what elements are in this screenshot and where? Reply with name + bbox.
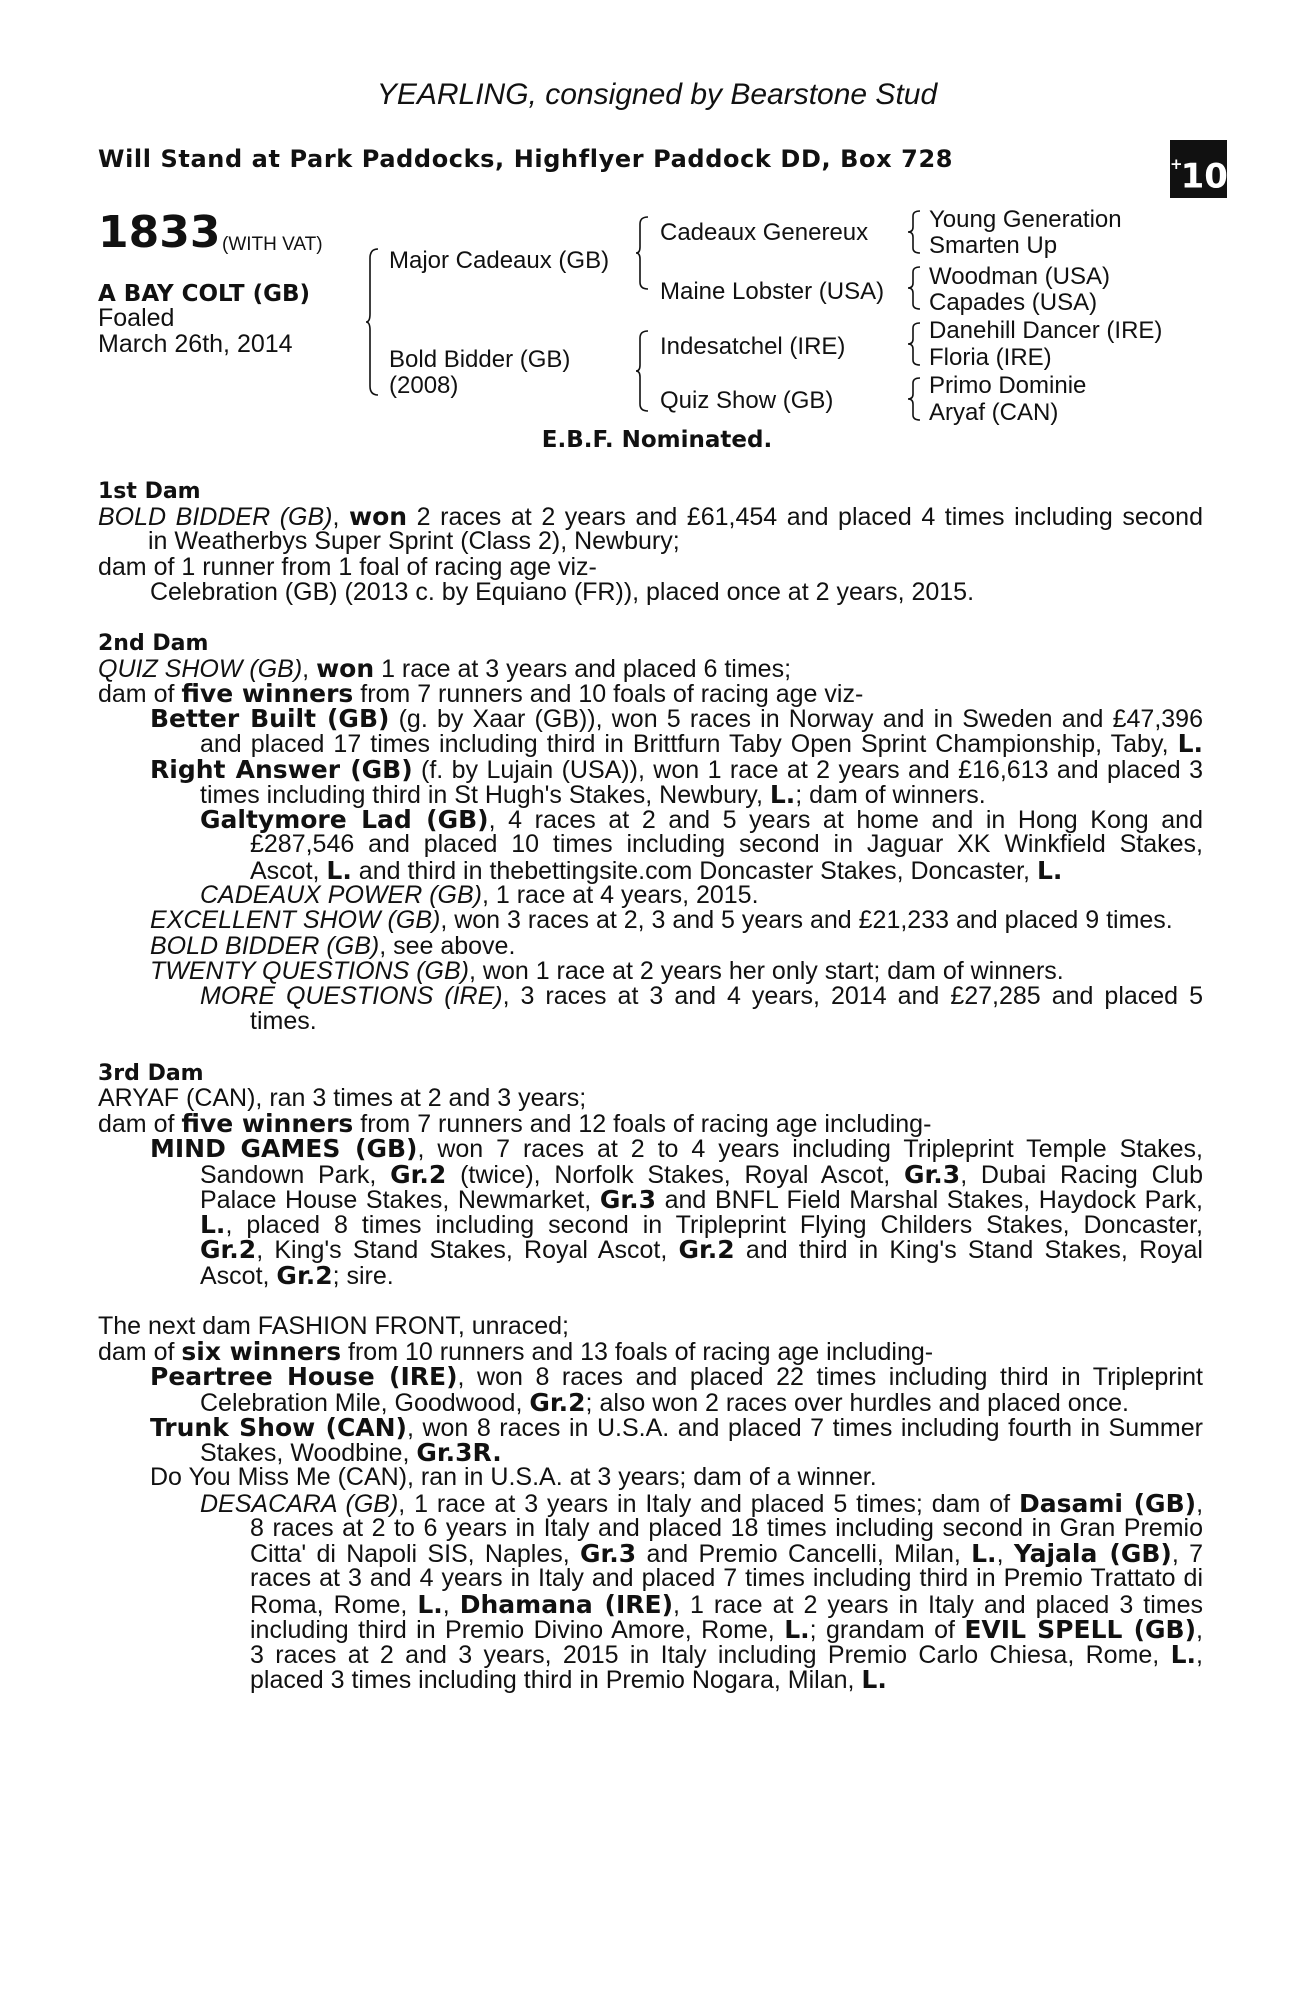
dam-year: (2008) [389,372,459,399]
sire-sire-dam: Smarten Up [929,232,1058,259]
dam4-line: Citta' di Napoli SIS, Naples, Gr.3 and Premio Cancelli, Milan, L., Yajala (GB), 7 [250,1539,1204,1568]
pedigree-brace [636,216,650,290]
dam-sire-sire: Danehill Dancer (IRE) [929,317,1163,344]
dam2-line: £287,546 and placed 10 times including second in Jaguar XK Winkfield Stakes, [250,830,1203,858]
ebf-nominated: E.B.F. Nominated. [541,427,773,453]
sire: Major Cadeaux (GB) [389,247,610,274]
dam4-line: 3 races at 2 and 3 years, 2015 in Italy including Premio Carlo Chiesa, Rome, L., [250,1640,1203,1669]
dam2-line: Better Built (GB) (g. by Xaar (GB)), won 5 races in Norway and in Sweden and £47,396 [150,704,1203,733]
sire-dam: Maine Lobster (USA) [660,278,885,305]
pedigree-brace [908,322,922,366]
badge-plus: + [1170,155,1183,173]
dam2-line: and placed 17 times including third in Brittfurn Taby Open Sprint Championship, Taby, L. [200,729,1203,758]
dam2-line: TWENTY QUESTIONS (GB), won 1 race at 2 years her only start; dam of winners. [150,957,1064,985]
dam4-line: DESACARA (GB), 1 race at 3 years in Italy and placed 5 times; dam of Dasami (GB), [200,1489,1204,1518]
dam1-line: dam of 1 runner from 1 foal of racing age viz- [98,553,597,581]
pedigree-brace [908,266,922,310]
dam4-line: including third in Premio Divino Amore, Rome, L.; grandam of EVIL SPELL (GB), [250,1615,1203,1644]
dam2-line: Ascot, L. and third in thebettingsite.com Doncaster Stakes, Doncaster, L. [250,856,1063,885]
dam2-line: dam of five winners from 7 runners and 10 foals of racing age viz- [98,679,864,708]
dam: Bold Bidder (GB) [389,346,571,373]
dam2-line: CADEAUX POWER (GB), 1 race at 4 years, 2015. [200,881,759,909]
dam3-line: Sandown Park, Gr.2 (twice), Norfolk Stakes, Royal Ascot, Gr.3, Dubai Racing Club [200,1160,1203,1189]
dam-dam: Quiz Show (GB) [660,387,834,414]
dam3-line: Ascot, Gr.2; sire. [200,1261,394,1290]
vat-note: (WITH VAT) [222,234,323,255]
dam1-line: BOLD BIDDER (GB), won 2 races at 2 years and £61,454 and placed 4 times including second [98,502,1203,531]
dam4-line: Trunk Show (CAN), won 8 races in U.S.A. and placed 7 times including fourth in Summer [150,1413,1203,1442]
pedigree-brace [908,210,922,254]
second-dam-heading: 2nd Dam [98,631,209,656]
dam2-line: Galtymore Lad (GB), 4 races at 2 and 5 years at home and in Hong Kong and [200,805,1203,834]
dam4-line: Stakes, Woodbine, Gr.3R. [200,1438,502,1467]
page-badge [1170,140,1227,198]
dam3-line: Gr.2, King's Stand Stakes, Royal Ascot, Gr.2 and third in King's Stand Stakes, Royal [200,1235,1203,1264]
sire-sire: Cadeaux Genereux [660,219,869,246]
foaled-date: March 26th, 2014 [98,330,293,358]
pedigree-brace [908,377,922,421]
dam2-line: Right Answer (GB) (f. by Lujain (USA)), won 1 race at 2 years and £16,613 and placed 3 [150,755,1203,784]
dam3-line: Palace House Stakes, Newmarket, Gr.3 and BNFL Field Marshal Stakes, Haydock Park, [200,1185,1203,1214]
dam2-line: QUIZ SHOW (GB), won 1 race at 3 years and placed 6 times; [98,654,792,683]
dam-dam-sire: Primo Dominie [929,372,1087,399]
dam4-line: races at 3 and 4 years in Italy and placed 7 times including third in Premio Trattato di [250,1564,1203,1592]
sire-dam-dam: Capades (USA) [929,289,1098,316]
dam2-line: EXCELLENT SHOW (GB), won 3 races at 2, 3 and 5 years and £21,233 and placed 9 times. [150,906,1173,934]
sire-sire-sire: Young Generation [929,206,1122,233]
pedigree-brace [366,248,380,396]
dam-dam-dam: Aryaf (CAN) [929,399,1059,426]
dam3-line: dam of five winners from 7 runners and 12 foals of racing age including- [98,1109,932,1138]
dam4-line: 8 races at 2 to 6 years in Italy and placed 18 times including second in Gran Premio [250,1514,1203,1542]
dam3-line: ARYAF (CAN), ran 3 times at 2 and 3 years; [98,1084,587,1112]
lot-number: 1833 [98,207,221,258]
dam4-line: Roma, Rome, L., Dhamana (IRE), 1 race at 2 years in Italy and placed 3 times [250,1590,1203,1619]
dam2-line: BOLD BIDDER (GB), see above. [150,932,516,960]
dam4-line: dam of six winners from 10 runners and 13 foals of racing age including- [98,1337,934,1366]
dam2-line: MORE QUESTIONS (IRE), 3 races at 3 and 4 years, 2014 and £27,285 and placed 5 [200,982,1203,1010]
third-dam-heading: 3rd Dam [98,1061,204,1086]
sale-heading: YEARLING, consigned by Bearstone Stud [376,78,938,111]
badge-number: 10 [1180,156,1228,197]
dam4-line: The next dam FASHION FRONT, unraced; [98,1312,569,1340]
first-dam-heading: 1st Dam [98,479,201,504]
dam-sire-dam: Floria (IRE) [929,344,1052,371]
dam4-line: Celebration Mile, Goodwood, Gr.2; also won 2 races over hurdles and placed once. [200,1388,1129,1417]
dam4-line: Peartree House (IRE), won 8 races and placed 22 times including third in Tripleprint [150,1362,1203,1391]
dam3-line: MIND GAMES (GB), won 7 races at 2 to 4 years including Tripleprint Temple Stakes, [150,1134,1203,1163]
foaled-label: Foaled [98,304,175,332]
dam3-line: L., placed 8 times including second in Tripleprint Flying Childers Stakes, Doncaster, [200,1210,1203,1239]
sire-dam-sire: Woodman (USA) [929,263,1110,290]
dam2-line: times. [250,1007,317,1035]
lot-description: A BAY COLT (GB) [98,281,311,307]
pedigree-brace [636,330,650,412]
dam1-line: in Weatherbys Super Sprint (Class 2), Newbury; [148,527,680,555]
dam-sire: Indesatchel (IRE) [660,333,846,360]
dam4-line: Do You Miss Me (CAN), ran in U.S.A. at 3 years; dam of a winner. [150,1463,877,1491]
dam2-line: times including third in St Hugh's Stakes, Newbury, L.; dam of winners. [200,780,986,809]
dam4-line: placed 3 times including third in Premio Nogara, Milan, L. [250,1665,887,1694]
dam1-line: Celebration (GB) (2013 c. by Equiano (FR)), placed once at 2 years, 2015. [150,578,975,606]
stand-location: Will Stand at Park Paddocks, Highflyer Paddock DD, Box 728 [98,145,954,173]
